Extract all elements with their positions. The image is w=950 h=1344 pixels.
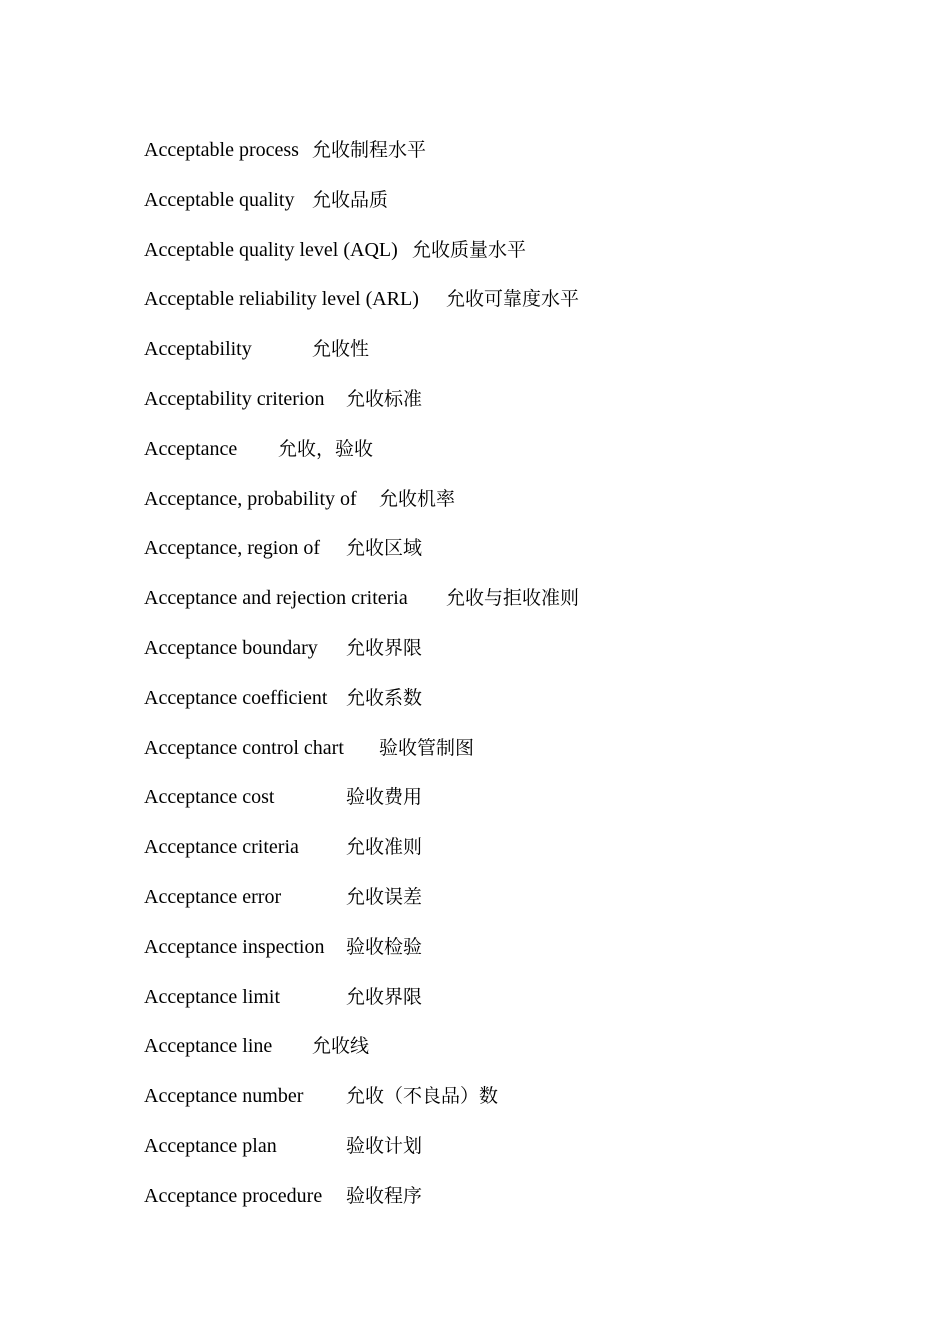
entry-translation: 允收区域	[346, 537, 423, 560]
entry-term: Acceptance number	[144, 1085, 304, 1108]
glossary-entry	[144, 1130, 423, 1180]
glossary-entry	[144, 1080, 499, 1130]
entry-term: Acceptance inspection	[144, 935, 325, 958]
entry-translation: 允收与拒收准则	[446, 587, 580, 610]
entry-term: Acceptance cost	[144, 786, 275, 809]
glossary-entry	[144, 483, 456, 533]
entry-term: Acceptance procedure	[144, 1184, 323, 1207]
entry-term: Acceptance criteria	[144, 836, 299, 859]
entry-term: Acceptance plan	[144, 1134, 277, 1157]
glossary-list	[144, 134, 580, 1230]
glossary-entry	[144, 831, 423, 881]
entry-translation: 允收机率	[379, 487, 456, 510]
entry-translation: 允收（不良品）数	[346, 1085, 499, 1108]
glossary-entry	[144, 682, 423, 732]
entry-translation: 验收程序	[346, 1184, 423, 1207]
glossary-entry	[144, 931, 423, 981]
entry-term: Acceptance error	[144, 885, 282, 908]
entry-translation: 允收界限	[346, 985, 423, 1008]
entry-translation: 允收误差	[346, 885, 423, 908]
entry-term: Acceptance limit	[144, 985, 281, 1008]
entry-term: Acceptable process	[144, 139, 299, 161]
entry-translation: 允收，验收	[278, 437, 374, 460]
entry-translation: 验收费用	[346, 786, 423, 809]
entry-translation: 验收计划	[346, 1134, 423, 1157]
glossary-entry	[144, 532, 423, 582]
entry-translation: 验收检验	[346, 935, 423, 958]
entry-translation: 允收标准	[346, 387, 423, 410]
entry-translation: 允收制程水平	[312, 139, 427, 161]
glossary-entry	[144, 333, 419, 383]
entry-translation: 允收品质	[312, 188, 389, 211]
glossary-entry	[144, 732, 475, 782]
glossary-entry	[144, 134, 427, 184]
glossary-entry	[144, 1030, 419, 1080]
glossary-entry	[144, 781, 423, 831]
entry-term: Acceptable quality	[144, 188, 295, 211]
entry-term: Acceptable quality level (AQL)	[144, 238, 398, 261]
glossary-entry	[144, 881, 423, 931]
glossary-entry	[144, 981, 423, 1031]
entry-translation: 允收质量水平	[412, 238, 527, 261]
entry-term: Acceptance boundary	[144, 636, 318, 659]
entry-term: Acceptability	[144, 338, 252, 361]
entry-term: Acceptance and rejection criteria	[144, 587, 408, 610]
glossary-entry	[144, 234, 527, 284]
entry-translation: 允收系数	[346, 686, 423, 709]
entry-term: Acceptance, region of	[144, 537, 321, 560]
entry-term: Acceptance control chart	[144, 736, 344, 759]
glossary-entry	[144, 1180, 423, 1230]
entry-term: Acceptability criterion	[144, 387, 325, 410]
entry-translation: 允收界限	[346, 636, 423, 659]
glossary-entry	[144, 632, 423, 682]
glossary-entry	[144, 433, 419, 483]
entry-term: Acceptance line	[144, 1035, 273, 1058]
entry-term: Acceptance coefficient	[144, 686, 328, 709]
entry-term: Acceptance	[144, 437, 238, 460]
entry-translation: 验收管制图	[379, 736, 475, 759]
glossary-entry	[144, 383, 423, 433]
glossary-entry	[144, 582, 580, 632]
entry-term: Acceptable reliability level (ARL)	[144, 288, 419, 311]
entry-translation: 允收准则	[346, 836, 423, 859]
glossary-entry	[144, 184, 419, 234]
entry-term: Acceptance, probability of	[144, 487, 357, 510]
glossary-entry	[144, 283, 580, 333]
entry-translation: 允收性	[312, 338, 370, 361]
entry-translation: 允收可靠度水平	[446, 288, 580, 311]
entry-translation: 允收线	[312, 1035, 370, 1058]
